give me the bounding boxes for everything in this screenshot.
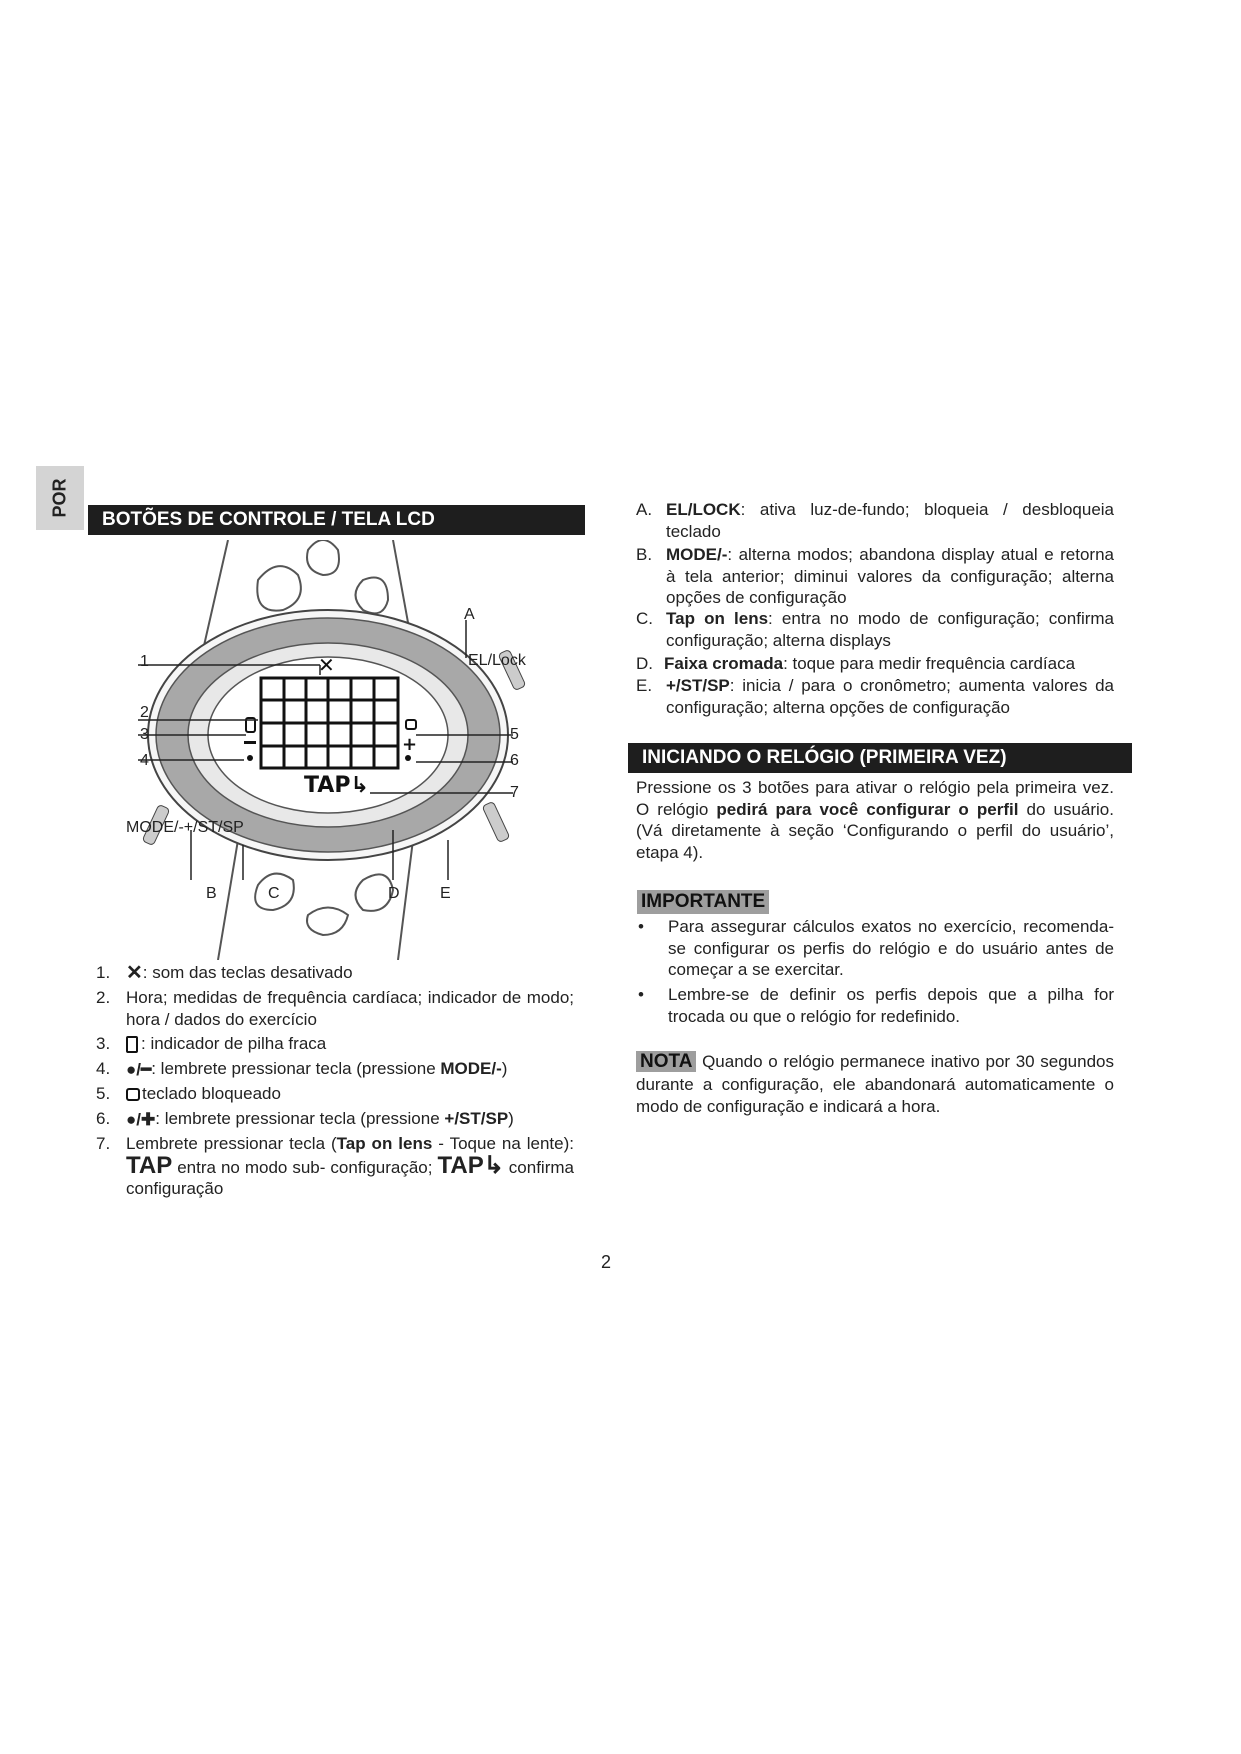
- start-paragraph: Pressione os 3 botões para ativar o relógio pela primeira vez. O relógio pedirá para você configurar o perfil do usuário. (Vá diretamente à seção ‘Configurando o perfil do usuário’, etapa 4).: [636, 778, 1114, 862]
- diagram-label-C: C: [268, 885, 280, 902]
- important-bullet-2: • Lembre-se de definir os perfis depois que a pilha for trocada ou que o relógio for redefinido.: [638, 985, 1114, 1026]
- diagram-label-4: 4: [140, 752, 149, 769]
- diagram-label-el-lock: EL/Lock: [468, 652, 526, 669]
- diagram-label-6: 6: [510, 752, 519, 769]
- list-item-7: 7. Lembrete pressionar tecla (Tap on lens - Toque na lente): TAP entra no modo sub- configuração; TAP↳ confirma configuração: [96, 1134, 574, 1198]
- diagram-label-D: D: [388, 885, 400, 902]
- diagram-label-2: 2: [140, 704, 149, 721]
- diagram-label-7: 7: [510, 784, 519, 801]
- diagram-label-mode: MODE/-+/ST/SP: [126, 819, 244, 836]
- lock-icon: [126, 1088, 140, 1101]
- section-title-start: INICIANDO O RELÓGIO (PRIMEIRA VEZ): [628, 743, 1132, 773]
- list-item-A: A. EL/LOCK: ativa luz-de-fundo; bloqueia / desbloqueia teclado: [636, 500, 1114, 541]
- dot-minus-icon: ●/━: [126, 1059, 152, 1079]
- note-tag: NOTA: [636, 1051, 696, 1072]
- svg-text:+: +: [402, 734, 418, 755]
- diagram-label-3: 3: [140, 726, 149, 743]
- list-item-1: 1. ✕: som das teclas desativado: [96, 961, 353, 984]
- note-paragraph: NOTA Quando o relógio permanece inativo por 30 segundos durante a configuração, ele abandonará automaticamente o modo de configuração e indicará a hora.: [636, 1051, 1114, 1116]
- list-item-3: 3. : indicador de pilha fraca: [96, 1034, 327, 1053]
- diagram-label-A: A: [464, 606, 475, 623]
- watch-illustration: [108, 540, 588, 960]
- list-item-C: C. Tap on lens: entra no modo de configuração; confirma configuração; alterna displays: [636, 609, 1114, 650]
- list-item-E: E. +/ST/SP: inicia / para o cronômetro; aumenta valores da configuração; alterna opções de configuração: [636, 676, 1114, 717]
- language-tab-label: POR: [49, 478, 70, 518]
- list-item-4: 4. ●/━: lembrete pressionar tecla (pressione MODE/-): [96, 1059, 508, 1079]
- important-bullet-1: • Para assegurar cálculos exatos no exercício, recomenda-se configurar os perfis do relógio e do usuário antes de começar a se exercitar.: [638, 917, 1114, 979]
- tap-icon: TAP: [126, 1151, 173, 1179]
- battery-icon: [126, 1036, 138, 1053]
- diagram-label-E: E: [440, 885, 451, 902]
- list-item-B: B. MODE/-: alterna modos; abandona display atual e retorna à tela anterior; diminui valores da configuração; alterna opções de configuração: [636, 545, 1114, 607]
- diagram-label-1: 1: [140, 653, 149, 670]
- list-item-5: 5. teclado bloqueado: [96, 1084, 281, 1103]
- section-title-controls: BOTÕES DE CONTROLE / TELA LCD: [88, 505, 585, 535]
- svg-text:TAP↳: TAP↳: [304, 773, 369, 798]
- mute-icon: ✕: [126, 961, 143, 984]
- list-item-6: 6. ●/✚: lembrete pressionar tecla (pressione +/ST/SP): [96, 1109, 514, 1129]
- diagram-label-5: 5: [510, 726, 519, 743]
- page-number: 2: [601, 1252, 612, 1272]
- tap-arrow-icon: TAP↳: [437, 1151, 504, 1179]
- diagram-label-B: B: [206, 885, 217, 902]
- dot-plus-icon: ●/✚: [126, 1109, 156, 1129]
- list-item-D: D. Faixa cromada: toque para medir frequência cardíaca: [636, 654, 1076, 673]
- language-tab: [36, 466, 84, 530]
- watch-diagram: [108, 540, 588, 960]
- list-item-2: 2. Hora; medidas de frequência cardíaca; indicador de modo; hora / dados do exercício: [96, 988, 574, 1029]
- svg-text:✕: ✕: [318, 653, 335, 677]
- important-tag: IMPORTANTE: [637, 890, 769, 914]
